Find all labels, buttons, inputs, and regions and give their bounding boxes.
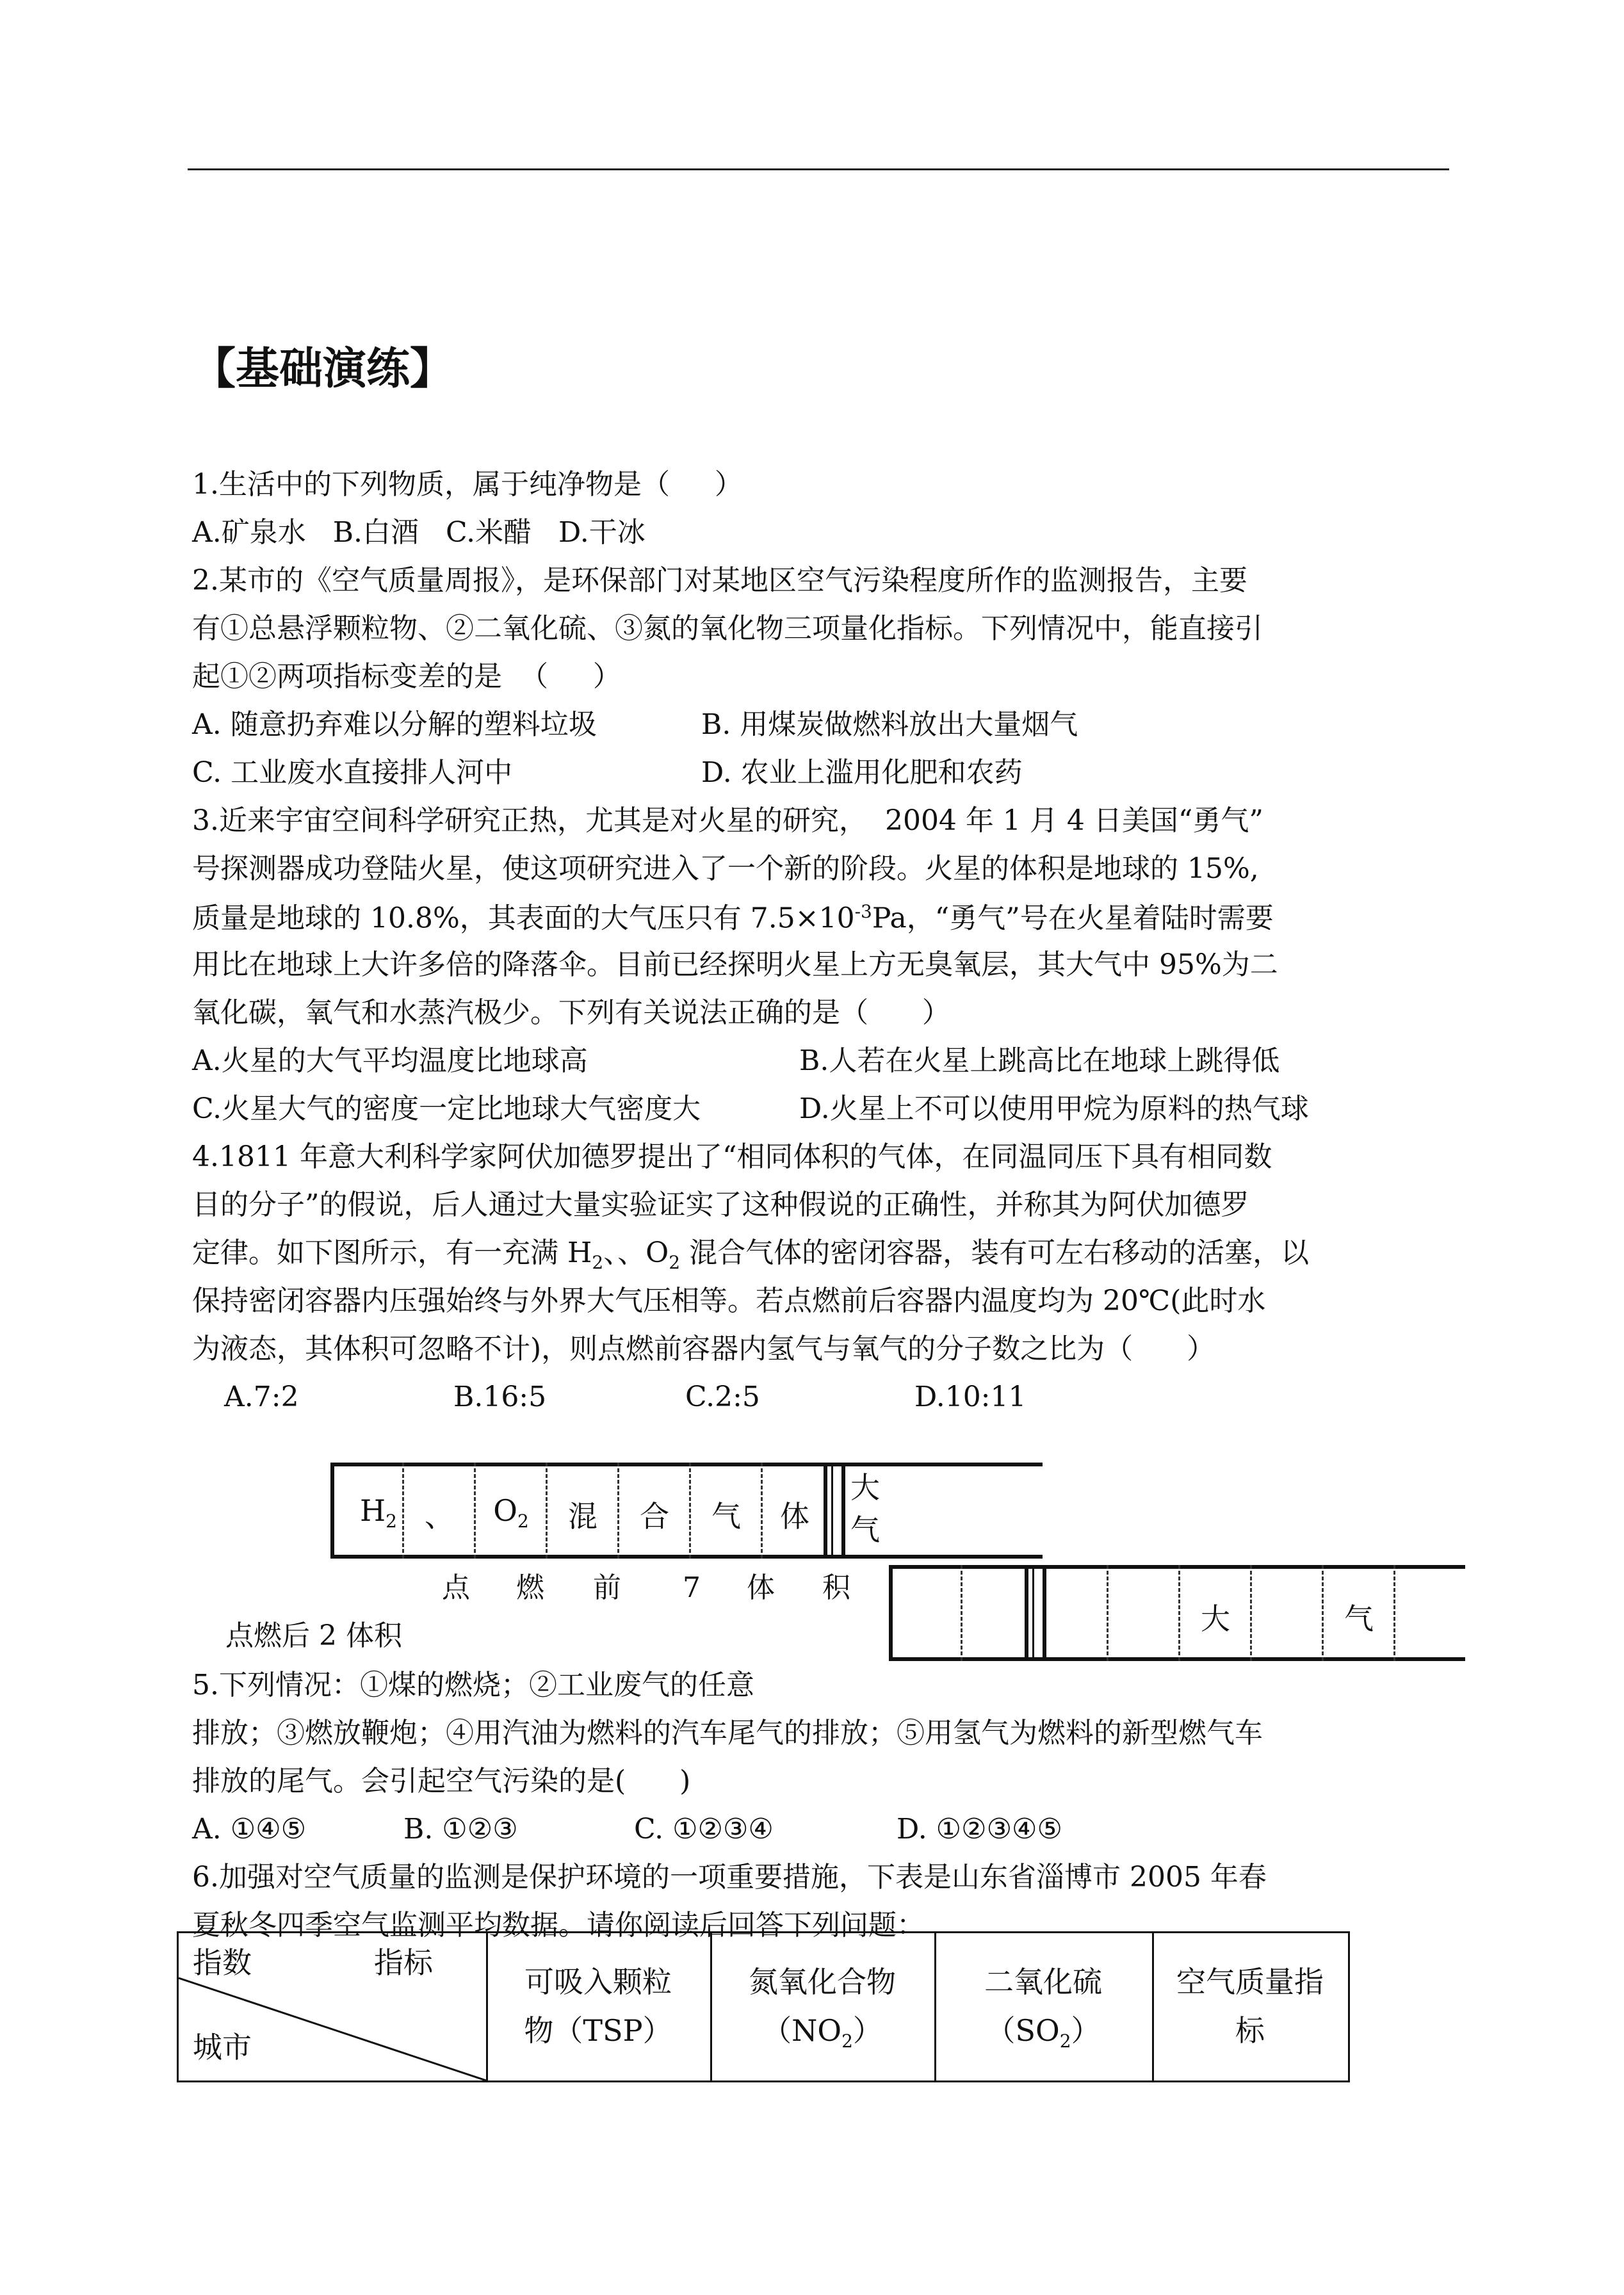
header-so2: 二氧化硫 $(SO_2)$	[984, 1965, 1102, 2052]
q2-option-d: D. 农业上滥用化肥和农药	[701, 756, 1023, 789]
q3-line-4: 用比在地球上大许多倍的降落伞。目前已经探明火星上方无臭氧层，其大气中 95%为二	[192, 948, 1278, 981]
cell-o2: $O_2$	[493, 1493, 529, 1532]
header-no2: 氮氧化合物 $(NO_2)$	[749, 1965, 896, 2052]
atmosphere-after-2: 气	[1344, 1602, 1374, 1636]
cell-qi: 气	[711, 1499, 741, 1534]
cylinder-after	[889, 1565, 1465, 1661]
q6-line-1: 6.加强对空气质量的监测是保护环境的一项重要措施，下表是山东省淄博市 2005 年春	[192, 1861, 1267, 1894]
q5-option-a: A. ①④⑤	[192, 1813, 307, 1845]
before-caption-5: 体	[747, 1571, 775, 1604]
corner-top-left: 指数	[193, 1945, 252, 1980]
q3-line-5: 氧化碳，氧气和水蒸汽极少。下列有关说法正确的是（ ）	[192, 996, 950, 1029]
q2-option-a: A. 随意扔弃难以分解的塑料垃圾	[192, 708, 597, 741]
q2-line-2: 有①总悬浮颗粒物、②二氧化硫、③氮的氧化物三项量化指标。下列情况中，能直接引	[192, 612, 1263, 645]
q6-line-2: 夏秋冬四季空气监测平均数据。请你阅读后回答下列问题：	[192, 1909, 925, 1942]
q1-options: A.矿泉水 B.白酒 C.米醋 D.干冰	[192, 516, 646, 549]
air-quality-table	[177, 1931, 1350, 2082]
q5-line-1: 5.下列情况：①煤的燃烧；②工业废气的任意	[192, 1669, 754, 1701]
q2-line-1: 2.某市的《空气质量周报》，是环保部门对某地区空气污染程度所作的监测报告，主要	[192, 564, 1247, 597]
q3-line-3: 质量是地球的 10.8%，其表面的大气压只有 $7.5\times 10^{-3}Pa$，“勇气”号在火星着陆时需要	[192, 901, 1274, 935]
before-caption-2: 燃	[516, 1571, 544, 1604]
cell-he: 合	[640, 1499, 669, 1534]
piston-before	[824, 1463, 845, 1559]
q4-line-5: 为液态，其体积可忽略不计)，则点燃前容器内氢气与氧气的分子数之比为（ ）	[192, 1333, 1215, 1365]
q5-option-c: C. ①②③④	[634, 1813, 774, 1845]
q3-line-2: 号探测器成功登陆火星，使这项研究进入了一个新的阶段。火星的体积是地球的 15%,	[192, 852, 1259, 885]
header-tsp: 可吸入颗粒 物（TSP）	[524, 1965, 672, 2048]
q4-option-c: C.2:5	[685, 1381, 760, 1413]
q5-option-b: B. ①②③	[403, 1813, 518, 1845]
q3-option-b: B.人若在火星上跳高比在地球上跳得低	[799, 1044, 1280, 1077]
cell-h2: $H_2$	[360, 1493, 397, 1532]
q2-option-b: B. 用煤炭做燃料放出大量烟气	[701, 708, 1078, 741]
before-caption-3: 前	[593, 1571, 621, 1604]
q3-line-1: 3.近来宇宙空间科学研究正热，尤其是对火星的研究， 2004 年 1 月 4 日美国“勇气”	[192, 804, 1263, 837]
atmosphere-before: 大 气	[850, 1470, 880, 1547]
corner-top-right: 指标	[374, 1945, 433, 1980]
q5-option-d: D. ①②③④⑤	[897, 1813, 1062, 1845]
cylinder-before	[330, 1463, 1043, 1559]
section-heading: 【基础演练】	[192, 344, 454, 394]
q3-option-d: D.火星上不可以使用甲烷为原料的热气球	[799, 1092, 1309, 1125]
q3-option-a: A.火星的大气平均温度比地球高	[192, 1044, 588, 1077]
header-rule	[188, 168, 1449, 170]
atmosphere-after-1: 大	[1201, 1602, 1230, 1636]
before-caption-1: 点	[442, 1571, 470, 1604]
cell-ti: 体	[780, 1499, 809, 1534]
q5-line-2: 排放；③燃放鞭炮；④用汽油为燃料的汽车尾气的排放；⑤用氢气为燃料的新型燃气车	[192, 1717, 1263, 1749]
q3-option-c: C.火星大气的密度一定比地球大气密度大	[192, 1092, 701, 1125]
cell-hun: 混	[568, 1499, 597, 1534]
corner-bottom: 城市	[193, 2030, 252, 2064]
q2-option-c: C. 工业废水直接排人河中	[192, 756, 513, 789]
before-caption-4: 7	[683, 1571, 701, 1604]
q4-line-1: 4.1811 年意大利科学家阿伏加德罗提出了“相同体积的气体，在同温同压下具有相同数	[192, 1140, 1272, 1173]
header-aqi: 空气质量指 标	[1176, 1965, 1324, 2048]
cell-sep: 、	[425, 1499, 454, 1534]
q4-option-a: A.7:2	[224, 1381, 299, 1413]
q1-text: 1.生活中的下列物质，属于纯净物是（ ）	[192, 468, 743, 501]
after-caption: 点燃后 2 体积	[225, 1619, 402, 1652]
piston-after	[1025, 1565, 1046, 1661]
q4-line-2: 目的分子”的假说，后人通过大量实验证实了这种假说的正确性，并称其为阿伏加德罗	[192, 1188, 1249, 1221]
q4-line-4: 保持密闭容器内压强始终与外界大气压相等。若点燃前后容器内温度均为 20℃(此时水	[192, 1285, 1266, 1317]
q2-line-3: 起①②两项指标变差的是 （ ）	[192, 660, 621, 693]
q4-line-3: 定律。如下图所示，有一充满 $H_2$、、$O_2$ 混合气体的密闭容器，装有可左右移动的活塞，以	[192, 1237, 1310, 1273]
q5-line-3: 排放的尾气。会引起空气污染的是( )	[192, 1765, 691, 1797]
q4-option-d: D.10:11	[914, 1381, 1027, 1413]
before-caption-6: 积	[822, 1571, 850, 1604]
q4-option-b: B.16:5	[453, 1381, 547, 1413]
